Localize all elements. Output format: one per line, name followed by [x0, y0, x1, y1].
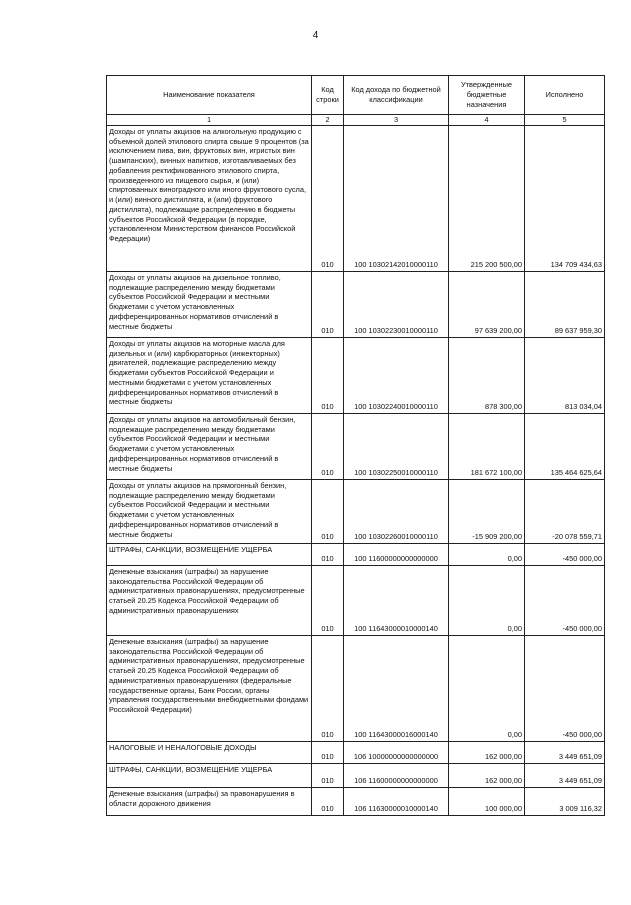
- indicator-name: Доходы от уплаты акцизов на автомобильный бензин, подлежащие распределению между бюджетами субъектов Российской Федерации и местными бюджетами с учетом установленных дифференцированных нормативов отчислений в местные бюджеты: [107, 413, 312, 479]
- indicator-name: ШТРАФЫ, САНКЦИИ, ВОЗМЕЩЕНИЕ УЩЕРБА: [107, 763, 312, 787]
- header-executed: Исполнено: [525, 76, 605, 115]
- indicator-name: ШТРАФЫ, САНКЦИИ, ВОЗМЕЩЕНИЕ УЩЕРБА: [107, 543, 312, 565]
- table-row: [107, 635, 605, 741]
- line-code: 010: [312, 543, 344, 565]
- indicator-name: Денежные взыскания (штрафы) за правонарушения в области дорожного движения: [107, 787, 312, 815]
- table-row: [107, 413, 605, 479]
- table-row: [107, 337, 605, 413]
- approved-value: 162 000,00: [449, 763, 525, 787]
- income-code: 100 11643000010000140: [344, 565, 449, 635]
- header-income-code: Код дохода по бюджетной классификации: [344, 76, 449, 115]
- approved-value: 100 000,00: [449, 787, 525, 815]
- header-approved: Утвержденные бюджетные назначения: [449, 76, 525, 115]
- income-code: 106 11600000000000000: [344, 763, 449, 787]
- executed-value: -20 078 559,71: [525, 479, 605, 543]
- table-row: [107, 763, 605, 787]
- income-code: 100 11600000000000000: [344, 543, 449, 565]
- executed-value: 134 709 434,63: [525, 125, 605, 271]
- indicator-name: Доходы от уплаты акцизов на алкогольную продукцию с объемной долей этилового спирта свыше 9 процентов (за исключением пива, вин, фруктовых вин, игристых вин (шампанских), винных напитков, изготавливаемых без добавления ректификованного этилового спирта, произведенного из пищевого сырья, и (или) спиртованных виноградного или иного фруктового сусла, и (или) винного дистиллята, и (или) фруктового дистиллята), подлежащие распределению в бюджеты субъектов Российской Федерации (в порядке, установленном Министерством финансов Российской Федерации): [107, 125, 312, 271]
- column-number-row: [107, 115, 605, 126]
- income-code: 100 10302142010000110: [344, 125, 449, 271]
- line-code: 010: [312, 787, 344, 815]
- line-code: 010: [312, 337, 344, 413]
- executed-value: -450 000,00: [525, 565, 605, 635]
- table-row: [107, 565, 605, 635]
- line-code: 010: [312, 125, 344, 271]
- header-line-code: Код строки: [312, 76, 344, 115]
- executed-value: 813 034,04: [525, 337, 605, 413]
- table-row: [107, 741, 605, 763]
- income-code: 100 10302260010000110: [344, 479, 449, 543]
- column-number: 3: [344, 115, 449, 126]
- line-code: 010: [312, 763, 344, 787]
- approved-value: 878 300,00: [449, 337, 525, 413]
- income-code: 100 10302230010000110: [344, 271, 449, 337]
- income-code: 100 11643000016000140: [344, 635, 449, 741]
- income-code: 106 11630000010000140: [344, 787, 449, 815]
- line-code: 010: [312, 271, 344, 337]
- income-code: 100 10302240010000110: [344, 337, 449, 413]
- indicator-name: Денежные взыскания (штрафы) за нарушение законодательства Российской Федерации об административных правонарушениях, предусмотренные статьей 20.25 Кодекса Российской Федерации об административных правонарушениях (федеральные государственные органы, Банк России, органы управления государственными внебюджетными фондами Российской Федерации): [107, 635, 312, 741]
- column-number: 1: [107, 115, 312, 126]
- income-code: 106 10000000000000000: [344, 741, 449, 763]
- approved-value: 0,00: [449, 543, 525, 565]
- indicator-name: НАЛОГОВЫЕ И НЕНАЛОГОВЫЕ ДОХОДЫ: [107, 741, 312, 763]
- line-code: 010: [312, 741, 344, 763]
- income-code: 100 10302250010000110: [344, 413, 449, 479]
- budget-execution-table: [106, 75, 605, 816]
- executed-value: 3 009 116,32: [525, 787, 605, 815]
- line-code: 010: [312, 635, 344, 741]
- column-number: 2: [312, 115, 344, 126]
- approved-value: 162 000,00: [449, 741, 525, 763]
- approved-value: 0,00: [449, 635, 525, 741]
- header-row: [107, 76, 605, 115]
- table-row: [107, 787, 605, 815]
- executed-value: 135 464 625,64: [525, 413, 605, 479]
- approved-value: -15 909 200,00: [449, 479, 525, 543]
- header-indicator-name: Наименование показателя: [107, 76, 312, 115]
- table-row: [107, 479, 605, 543]
- table-row: [107, 271, 605, 337]
- approved-value: 215 200 500,00: [449, 125, 525, 271]
- indicator-name: Доходы от уплаты акцизов на дизельное топливо, подлежащие распределению между бюджетами субъектов Российской Федерации и местными бюджетами с учетом установленных дифференцированных нормативов отчислений в местные бюджеты: [107, 271, 312, 337]
- page-number: 4: [312, 30, 319, 41]
- indicator-name: Денежные взыскания (штрафы) за нарушение законодательства Российской Федерации об административных правонарушениях, предусмотренные статьей 20.25 Кодекса Российской Федерации об административных правонарушениях: [107, 565, 312, 635]
- executed-value: 89 637 959,30: [525, 271, 605, 337]
- line-code: 010: [312, 413, 344, 479]
- approved-value: 0,00: [449, 565, 525, 635]
- table-row: [107, 543, 605, 565]
- executed-value: -450 000,00: [525, 635, 605, 741]
- executed-value: -450 000,00: [525, 543, 605, 565]
- approved-value: 181 672 100,00: [449, 413, 525, 479]
- executed-value: 3 449 651,09: [525, 741, 605, 763]
- column-number: 4: [449, 115, 525, 126]
- indicator-name: Доходы от уплаты акцизов на прямогонный бензин, подлежащие распределению между бюджетами субъектов Российской Федерации и местными бюджетами с учетом установленных дифференцированных нормативов отчислений в местные бюджеты: [107, 479, 312, 543]
- column-number: 5: [525, 115, 605, 126]
- approved-value: 97 639 200,00: [449, 271, 525, 337]
- table-row: [107, 125, 605, 271]
- indicator-name: Доходы от уплаты акцизов на моторные масла для дизельных и (или) карбюраторных (инжекторных) двигателей, подлежащие распределению между бюджетами субъектов Российской Федерации и местными бюджетами с учетом установленных дифференцированных нормативов отчислений в местные бюджеты: [107, 337, 312, 413]
- line-code: 010: [312, 565, 344, 635]
- executed-value: 3 449 651,09: [525, 763, 605, 787]
- line-code: 010: [312, 479, 344, 543]
